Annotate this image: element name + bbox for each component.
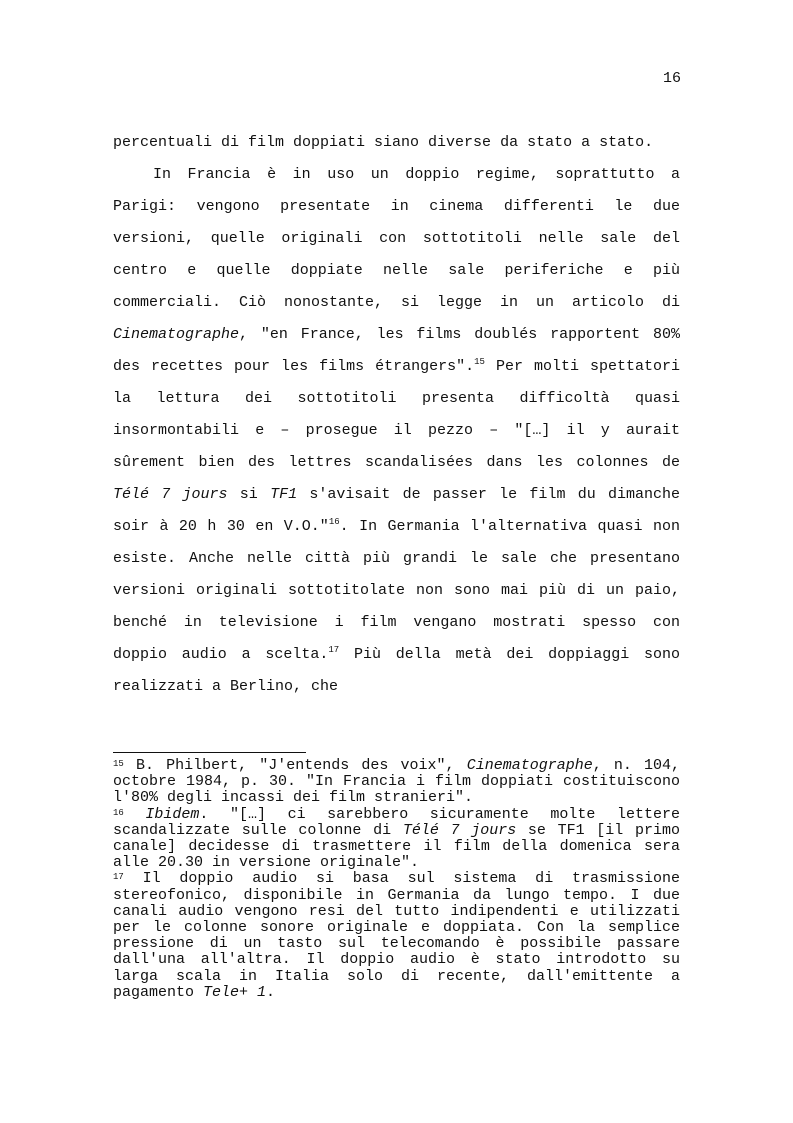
footnote-17 bbox=[113, 871, 680, 1001]
footnote-mark-16: 16 bbox=[113, 807, 124, 818]
text-run: . In Germania l'alternativa quasi non esiste. Anche nelle città più grandi le sale che presentano versioni originali sottotitolate non sono mai più di un paio, benché in televisione i film vengano mostrati spesso con doppio audio a scelta. bbox=[113, 518, 680, 663]
text-run: Più della metà dei doppiaggi sono realizzati a Berlino, che bbox=[113, 646, 680, 695]
paragraph-2 bbox=[113, 159, 680, 703]
footnote-separator bbox=[113, 752, 306, 753]
text-run: In Francia è in uso un doppio regime, soprattutto a Parigi: vengono presentate in cinema differenti le due versioni, quelle originali con sottotitoli nelle sale del centro e quelle doppiate nelle sale periferiche e più commerciali. Ciò nonostante, si legge in un articolo di bbox=[113, 166, 680, 311]
emphasis-ibidem: Ibidem bbox=[145, 805, 200, 823]
emphasis-tele-7-jours: Télé 7 jours bbox=[113, 486, 228, 503]
emphasis-tf1: TF1 bbox=[270, 486, 298, 503]
footnote-mark-17: 17 bbox=[113, 872, 124, 883]
body-text bbox=[113, 127, 680, 703]
text-run: Il doppio audio si basa sul sistema di trasmissione stereofonico, disponibile in Germania da lungo tempo. I due canali audio vengono resi del tutto indipendenti e utilizzati per le colonne sonore originale e doppiata. Con la semplice pressione di un tasto sul telecomando è possibile passare dall'una all'altra. Il doppio audio è stato introdotto su larga scala in Italia solo di recente, dall'emittente a pagamento bbox=[113, 870, 680, 1001]
text-run: , n. 104, octobre 1984, p. 30. "In Francia i film doppiati costituiscono l'80% degli incassi dei film stranieri". bbox=[113, 757, 681, 807]
text-run: se TF1 [il primo canale] decidesse di trasmettere il film della domenica sera alle 20.30 in versione originale". bbox=[113, 821, 680, 872]
footnote-ref-17[interactable]: 17 bbox=[328, 645, 340, 655]
emphasis-tele-7-jours: Télé 7 jours bbox=[402, 821, 517, 839]
text-run: . bbox=[266, 983, 276, 1001]
footnote-mark-15: 15 bbox=[113, 759, 124, 769]
paragraph-1: percentuali di film doppiati siano diverse da stato a stato. bbox=[113, 134, 654, 151]
text-run bbox=[124, 806, 146, 823]
text-run: . "[…] ci sarebbero sicuramente molte lettere scandalizzate sulle colonne di bbox=[113, 805, 680, 839]
text-run: , "en France, les films doublés rapportent 80% des recettes pour les films étrangers". bbox=[113, 326, 680, 375]
text-run: B. Philbert, "J'entends des voix", bbox=[123, 757, 467, 774]
text-run: si bbox=[227, 486, 271, 503]
emphasis-tele-plus-1: Tele+ 1 bbox=[203, 983, 267, 1001]
footnotes bbox=[113, 758, 680, 1001]
footnote-ref-15[interactable]: 15 bbox=[474, 357, 485, 367]
footnote-15 bbox=[113, 758, 680, 807]
emphasis-cinematographe: Cinematographe bbox=[466, 757, 593, 774]
page-number: 16 bbox=[662, 70, 681, 87]
emphasis-cinematographe: Cinematographe bbox=[113, 326, 240, 343]
footnote-ref-16[interactable]: 16 bbox=[328, 517, 340, 527]
text-run: s'avisait de passer le film du dimanche soir à 20 h 30 en V.O." bbox=[113, 486, 680, 535]
text-run: Per molti spettatori la lettura dei sottotitoli presenta difficoltà quasi insormontabili e – prosegue il pezzo – "[…] il y aurait sûrement bien des lettres scandalisées dans les colonnes de bbox=[113, 358, 681, 471]
footnote-16 bbox=[113, 807, 680, 872]
